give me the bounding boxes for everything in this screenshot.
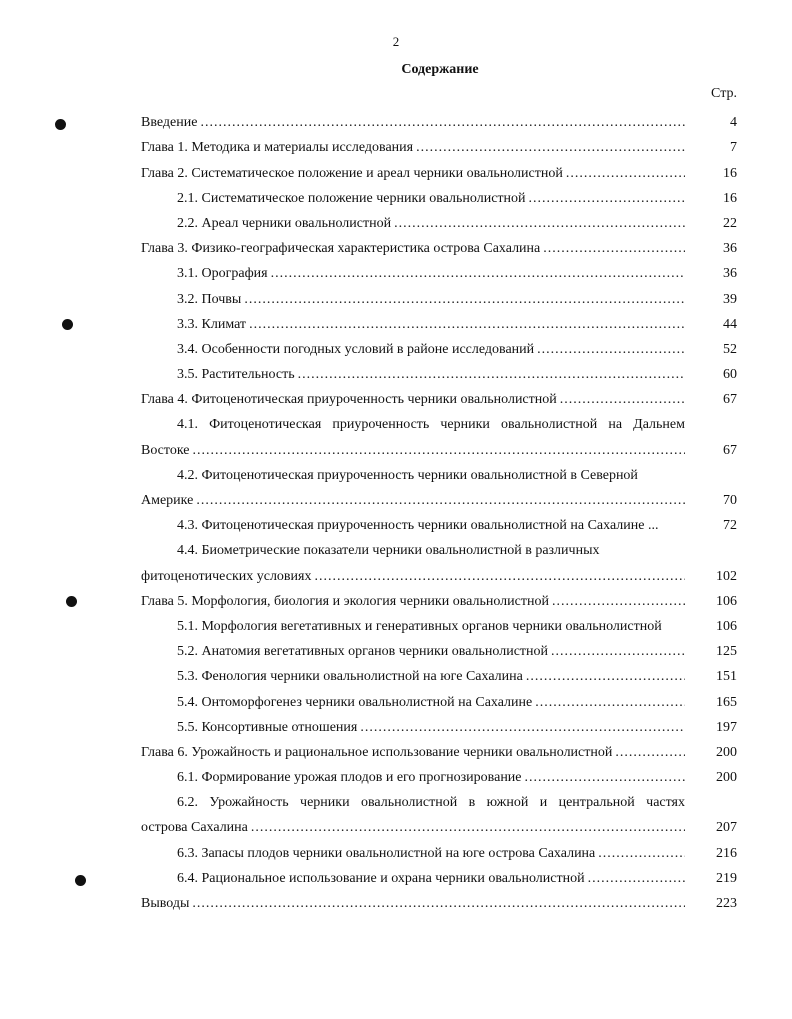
- toc-entry: [141, 862, 737, 887]
- entry-title: Глава 3. Физико-географическая характеристика острова Сахалина: [141, 241, 541, 257]
- toc-entry: [141, 811, 737, 836]
- toc-entry: [141, 408, 737, 433]
- entry-page: 36: [723, 241, 737, 257]
- entry-page: 216: [716, 845, 737, 861]
- entry-page: 200: [716, 744, 737, 760]
- toc-entry: [141, 358, 737, 383]
- entry-title: 6.3. Запасы плодов черники овальнолистной на юге острова Сахалина: [177, 845, 596, 861]
- dot-leader: [251, 819, 685, 836]
- entry-page: 219: [716, 870, 737, 886]
- dot-leader: [416, 139, 685, 156]
- entry-title: 3.1. Орография: [177, 266, 268, 282]
- dot-leader: [535, 694, 685, 711]
- entry-page: 223: [716, 896, 737, 911]
- entry-page: 67: [723, 442, 737, 458]
- dot-leader: [537, 341, 685, 358]
- dot-leader: [196, 492, 685, 509]
- toc-entry: [141, 559, 737, 584]
- toc-entry: [141, 711, 737, 736]
- dot-leader: [552, 593, 685, 610]
- dot-leader: [615, 744, 685, 761]
- toc-title: Содержание: [401, 62, 479, 77]
- entry-title: 3.3. Климат: [177, 316, 247, 332]
- dot-leader: [360, 719, 685, 736]
- toc-entry: [141, 182, 737, 207]
- toc-entry: [141, 106, 737, 131]
- entry-title: 5.5. Консортивные отношения: [177, 719, 358, 735]
- entry-page: 16: [723, 165, 737, 181]
- toc-entry: [141, 257, 737, 282]
- binding-hole-mark: [62, 319, 73, 330]
- entry-page: 200: [716, 770, 737, 786]
- entry-page: 207: [716, 820, 737, 836]
- toc-entry: [141, 282, 737, 307]
- entry-title: острова Сахалина: [141, 820, 248, 836]
- table-of-contents: [141, 106, 737, 912]
- entry-page: 52: [723, 341, 737, 357]
- entry-title: Глава 2. Систематическое положение и ареал черники овальнолистной: [141, 165, 563, 181]
- entry-page: 36: [723, 266, 737, 282]
- toc-entry: [141, 585, 737, 610]
- entry-title: 4.4. Биометрические показатели черники овальнолистной в различных: [177, 543, 600, 559]
- entry-title: Введение: [141, 115, 198, 131]
- binding-hole-mark: [75, 875, 86, 886]
- dot-leader: [200, 114, 685, 131]
- toc-entry: [141, 836, 737, 861]
- entry-page: 106: [716, 593, 737, 609]
- dot-leader: [525, 769, 685, 786]
- dot-leader: [543, 240, 685, 257]
- entry-title: Глава 4. Фитоценотическая приуроченность черники овальнолистной: [141, 392, 557, 408]
- entry-title: 3.2. Почвы: [177, 291, 242, 307]
- entry-title: Америке: [141, 493, 194, 508]
- toc-entry: [141, 786, 737, 811]
- toc-entry: [141, 761, 737, 786]
- entry-title: фитоценотических условиях: [141, 568, 312, 584]
- toc-entry: [141, 433, 737, 458]
- dot-leader: [560, 391, 685, 408]
- toc-entry: [141, 207, 737, 232]
- entry-title: Глава 1. Методика и материалы исследования: [141, 140, 414, 156]
- entry-title: 4.3. Фитоценотическая приуроченность черники овальнолистной на Сахалине ...: [177, 518, 659, 534]
- entry-title: 6.1. Формирование урожая плодов и его прогнозирование: [177, 770, 522, 786]
- toc-entry: [141, 610, 737, 635]
- toc-entry: [141, 887, 737, 912]
- entry-page: 4: [730, 115, 737, 131]
- toc-entry: [141, 232, 737, 257]
- dot-leader: [192, 895, 685, 912]
- entry-page: 106: [716, 618, 737, 634]
- entry-page: 197: [716, 719, 737, 735]
- dot-leader: [551, 643, 685, 660]
- toc-entry: [141, 156, 737, 181]
- dot-leader: [249, 316, 685, 333]
- entry-page: 39: [723, 291, 737, 307]
- page-number: 2: [392, 34, 400, 49]
- entry-title: 4.1. Фитоценотическая приуроченность черники овальнолистной на Дальнем: [177, 417, 685, 433]
- dot-leader: [193, 442, 685, 459]
- entry-page: 151: [716, 669, 737, 685]
- dot-leader: [314, 568, 685, 585]
- toc-entry: [141, 484, 737, 509]
- dot-leader: [526, 668, 685, 685]
- entry-page: 67: [723, 392, 737, 408]
- entry-page: 16: [723, 190, 737, 206]
- toc-entry: [141, 736, 737, 761]
- dot-leader: [298, 366, 685, 383]
- page-column-header: Стр.: [711, 86, 737, 101]
- entry-title: 5.4. Онтоморфогенез черники овальнолистной на Сахалине: [177, 694, 533, 710]
- dot-leader: [598, 845, 685, 862]
- entry-title: 2.1. Систематическое положение черники овальнолистной: [177, 190, 526, 206]
- toc-entry: [141, 383, 737, 408]
- toc-entry: [141, 131, 737, 156]
- entry-title: Востоке: [141, 442, 190, 458]
- toc-entry: [141, 660, 737, 685]
- entry-page: 102: [716, 568, 737, 584]
- dot-leader: [394, 215, 685, 232]
- entry-title: 5.2. Анатомия вегетативных органов черники овальнолистной: [177, 644, 549, 660]
- entry-title: 5.3. Фенология черники овальнолистной на юге Сахалина: [177, 669, 523, 685]
- toc-entry: [141, 635, 737, 660]
- entry-page: 60: [723, 367, 737, 383]
- entry-page: 125: [716, 644, 737, 660]
- entry-title: Выводы: [141, 896, 190, 911]
- dot-leader: [566, 165, 685, 182]
- dot-leader: [588, 870, 685, 887]
- dot-leader: [244, 291, 685, 308]
- entry-page: 44: [723, 316, 737, 332]
- entry-title: Глава 6. Урожайность и рациональное использование черники овальнолистной: [141, 744, 613, 760]
- toc-entry: [141, 333, 737, 358]
- entry-page: 165: [716, 694, 737, 710]
- entry-page: 70: [723, 493, 737, 508]
- toc-entry: [141, 308, 737, 333]
- entry-title: 2.2. Ареал черники овальнолистной: [177, 215, 392, 231]
- entry-title: 6.4. Рациональное использование и охрана черники овальнолистной: [177, 870, 585, 886]
- entry-title: Глава 5. Морфология, биология и экология черники овальнолистной: [141, 593, 549, 609]
- binding-hole-mark: [55, 119, 66, 130]
- entry-page: 72: [723, 518, 737, 534]
- toc-entry: [141, 685, 737, 710]
- toc-entry: [141, 509, 737, 534]
- entry-title: 3.5. Растительность: [177, 367, 295, 383]
- binding-hole-mark: [66, 596, 77, 607]
- toc-entry: [141, 459, 737, 484]
- entry-title: 6.2. Урожайность черники овальнолистной в южной и центральной частях: [177, 795, 685, 811]
- entry-page: 22: [723, 215, 737, 231]
- dot-leader: [271, 265, 685, 282]
- entry-title: 5.1. Морфология вегетативных и генеративных органов черники овальнолистной: [177, 618, 662, 634]
- toc-entry: [141, 534, 737, 559]
- entry-title: 3.4. Особенности погодных условий в районе исследований: [177, 341, 535, 357]
- entry-page: 7: [730, 140, 737, 156]
- entry-title: 4.2. Фитоценотическая приуроченность черники овальнолистной в Северной: [177, 467, 638, 483]
- dot-leader: [529, 190, 685, 207]
